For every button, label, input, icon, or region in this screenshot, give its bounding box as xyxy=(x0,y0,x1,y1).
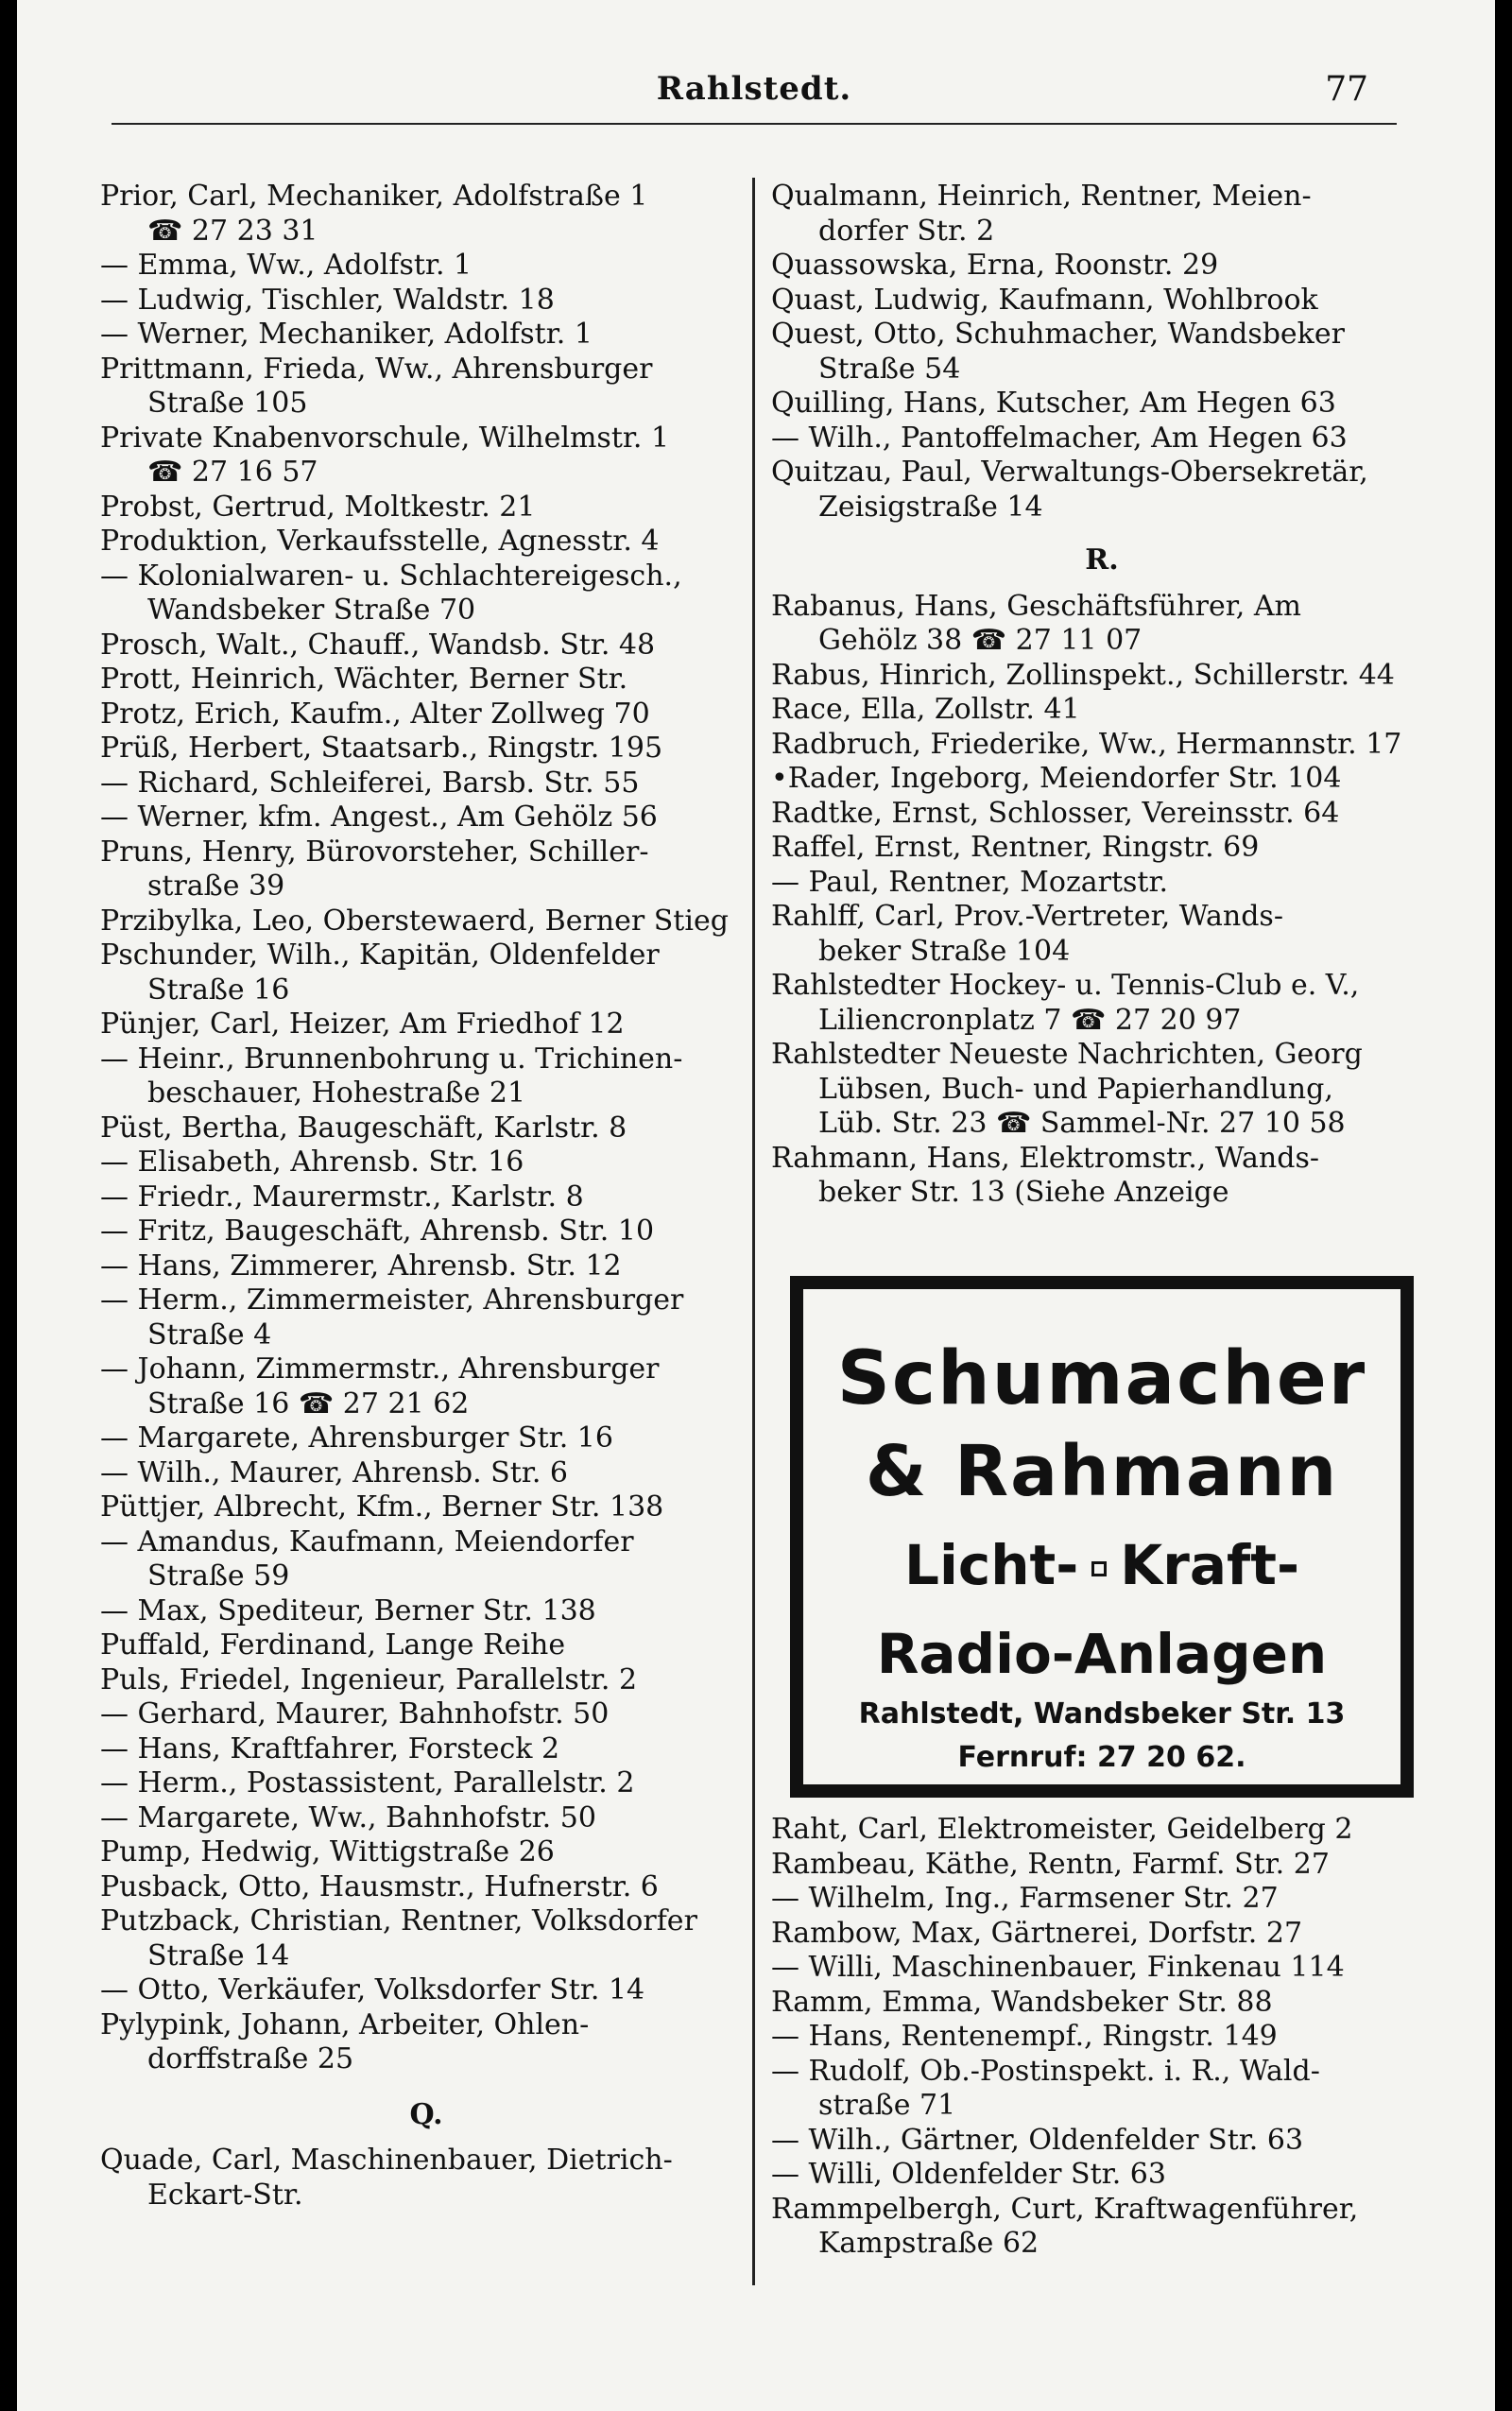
separator-square-icon xyxy=(1091,1561,1107,1576)
entry-line: — Willi, Oldenfelder Str. 63 xyxy=(771,2158,1166,2191)
entry-line: — Emma, Ww., Adolfstr. 1 xyxy=(100,249,472,282)
entry-continuation: ☎ 27 16 57 xyxy=(147,456,318,489)
entry-line: Prior, Carl, Mechaniker, Adolfstraße 1 xyxy=(100,180,648,213)
directory-entry xyxy=(100,801,752,835)
entry-line: — Paul, Rentner, Mozartstr. xyxy=(771,865,1169,899)
entry-line: — Wilhelm, Ing., Farmsener Str. 27 xyxy=(771,1882,1279,1915)
directory-entry xyxy=(771,728,1433,763)
right-lower-column xyxy=(771,1813,1433,2262)
page-title: Rahlstedt. xyxy=(656,70,852,108)
directory-entry xyxy=(100,318,752,353)
directory-entry xyxy=(771,797,1433,832)
entry-line: Produktion, Verkaufsstelle, Agnesstr. 4 xyxy=(100,525,660,558)
entry-line: Probst, Gertrud, Moltkestr. 21 xyxy=(100,490,536,524)
directory-entry xyxy=(100,1835,752,1870)
entry-continuation: Straße 54 xyxy=(818,352,961,386)
entry-continuation: Kampstraße 62 xyxy=(818,2227,1040,2260)
directory-entry xyxy=(100,1697,752,1732)
entry-line: — Max, Spediteur, Berner Str. 138 xyxy=(100,1593,596,1627)
directory-entry xyxy=(771,1986,1433,2021)
entry-line: Rabanus, Hans, Geschäftsführer, Am xyxy=(771,589,1301,623)
entry-line: Race, Ella, Zollstr. 41 xyxy=(771,693,1080,726)
entry-line: — Rudolf, Ob.-Postinspekt. i. R., Wald- xyxy=(771,2054,1320,2088)
entry-line: Quitzau, Paul, Verwaltungs-Obersekretär, xyxy=(771,456,1368,489)
directory-entry xyxy=(100,1007,752,1042)
directory-entry xyxy=(100,491,752,525)
directory-entry xyxy=(100,1456,752,1491)
entry-continuation: Gehölz 38 ☎ 27 11 07 xyxy=(818,624,1143,657)
directory-entry xyxy=(771,422,1433,456)
directory-entry xyxy=(100,249,752,284)
ad-company-line2: & Rahmann xyxy=(865,1431,1339,1512)
directory-entry xyxy=(100,835,752,904)
entry-line: — Heinr., Brunnenbohrung u. Trichinen- xyxy=(100,1042,683,1076)
entry-line: Püst, Bertha, Baugeschäft, Karlstr. 8 xyxy=(100,1111,627,1145)
right-lower-entries xyxy=(771,1813,1433,2262)
entry-continuation: Straße 105 xyxy=(147,387,308,420)
directory-entry xyxy=(100,1111,752,1146)
entry-continuation: beker Str. 13 (Siehe Anzeige xyxy=(818,1176,1229,1209)
entry-line: Prittmann, Frieda, Ww., Ahrensburger xyxy=(100,352,653,386)
directory-entry xyxy=(771,180,1433,249)
entry-line: — Hans, Zimmerer, Ahrensb. Str. 12 xyxy=(100,1249,622,1283)
entry-continuation: beker Straße 104 xyxy=(818,934,1071,968)
directory-entry xyxy=(771,1142,1433,1211)
entry-continuation: Straße 4 xyxy=(147,1317,272,1352)
directory-entry xyxy=(100,1145,752,1180)
directory-entry xyxy=(771,969,1433,1038)
directory-entry xyxy=(771,284,1433,319)
directory-entry xyxy=(100,1732,752,1767)
entry-line: Putzback, Christian, Rentner, Volksdorfer xyxy=(100,1904,697,1937)
entry-line: — Hans, Rentenempf., Ringstr. 149 xyxy=(771,2020,1278,2053)
entry-line: — Gerhard, Maurer, Bahnhofstr. 50 xyxy=(100,1697,610,1731)
entry-line: Ramm, Emma, Wandsbeker Str. 88 xyxy=(771,1985,1273,2019)
entry-line: Rambow, Max, Gärtnerei, Dorfstr. 27 xyxy=(771,1916,1303,1950)
entry-line: Pschunder, Wilh., Kapitän, Oldenfelder xyxy=(100,939,660,972)
directory-entry xyxy=(100,1180,752,1215)
entry-line: Prosch, Walt., Chauff., Wandsb. Str. 48 xyxy=(100,628,656,662)
directory-entry xyxy=(100,2144,752,2213)
column-divider xyxy=(752,178,755,2285)
directory-entry xyxy=(100,766,752,801)
entry-line: Raffel, Ernst, Rentner, Ringstr. 69 xyxy=(771,831,1260,864)
entry-continuation: Liliencronplatz 7 ☎ 27 20 97 xyxy=(818,1003,1242,1037)
directory-entry xyxy=(771,1848,1433,1883)
entry-line: Quast, Ludwig, Kaufmann, Wohlbrook xyxy=(771,283,1318,317)
directory-entry xyxy=(100,2008,752,2077)
ad-service-light: Licht- xyxy=(903,1533,1079,1597)
left-q-entries xyxy=(100,2144,752,2213)
section-heading-r: R. xyxy=(1085,543,1119,577)
page-number: 77 xyxy=(1325,70,1368,109)
entry-line: — Richard, Schleiferei, Barsb. Str. 55 xyxy=(100,766,640,800)
entry-line: Pünjer, Carl, Heizer, Am Friedhof 12 xyxy=(100,1007,625,1041)
section-heading-q: Q. xyxy=(409,2097,443,2131)
entry-continuation: Lübsen, Buch- und Papierhandlung, xyxy=(818,1072,1333,1106)
entry-continuation: Straße 59 xyxy=(147,1559,290,1593)
entry-line: Qualmann, Heinrich, Rentner, Meien- xyxy=(771,180,1312,213)
entry-line: •Rader, Ingeborg, Meiendorfer Str. 104 xyxy=(771,762,1342,795)
entry-line: Raht, Carl, Elektromeister, Geidelberg 2 xyxy=(771,1813,1353,1846)
directory-entry xyxy=(771,1917,1433,1952)
entry-line: Pylypink, Johann, Arbeiter, Ohlen- xyxy=(100,2007,590,2041)
directory-entry xyxy=(100,1352,752,1421)
directory-entry xyxy=(771,762,1433,797)
ad-company-line1: Schumacher xyxy=(836,1336,1367,1421)
entry-line: — Werner, Mechaniker, Adolfstr. 1 xyxy=(100,318,593,351)
directory-entry xyxy=(100,732,752,766)
entry-line: Prüß, Herbert, Staatsarb., Ringstr. 195 xyxy=(100,732,663,765)
entry-line: — Willi, Maschinenbauer, Finkenau 114 xyxy=(771,1951,1345,1984)
directory-entry xyxy=(771,866,1433,901)
directory-entry xyxy=(100,560,752,629)
entry-line: — Fritz, Baugeschäft, Ahrensb. Str. 10 xyxy=(100,1214,655,1248)
entry-continuation: Straße 16 xyxy=(147,973,290,1007)
directory-entry xyxy=(100,1870,752,1905)
entry-line: Rambeau, Käthe, Rentn, Farmf. Str. 27 xyxy=(771,1847,1330,1881)
entry-continuation: dorfer Str. 2 xyxy=(818,214,995,248)
directory-entry xyxy=(100,1283,752,1352)
directory-entry xyxy=(100,1766,752,1801)
directory-entry xyxy=(771,2020,1433,2055)
entry-line: Rabus, Hinrich, Zollinspekt., Schillerstr. 44 xyxy=(771,658,1395,692)
entry-line: Rammpelbergh, Curt, Kraftwagenführer, xyxy=(771,2192,1359,2226)
entry-line: Pruns, Henry, Bürovorsteher, Schiller- xyxy=(100,835,649,869)
directory-entry xyxy=(100,1973,752,2008)
entry-line: Quade, Carl, Maschinenbauer, Dietrich- xyxy=(100,2144,673,2177)
entry-line: — Elisabeth, Ahrensb. Str. 16 xyxy=(100,1145,524,1179)
directory-entry xyxy=(100,1249,752,1284)
entry-continuation: ☎ 27 23 31 xyxy=(147,214,318,248)
entry-continuation: Straße 14 xyxy=(147,1938,290,1972)
entry-line: Rahlff, Carl, Prov.-Vertreter, Wands- xyxy=(771,900,1283,933)
page-header xyxy=(112,62,1397,125)
entry-continuation: Eckart-Str. xyxy=(147,2178,303,2212)
entry-line: Quilling, Hans, Kutscher, Am Hegen 63 xyxy=(771,387,1336,420)
entry-line: Private Knabenvorschule, Wilhelmstr. 1 xyxy=(100,421,670,455)
directory-entry xyxy=(771,387,1433,422)
entry-continuation: straße 71 xyxy=(818,2089,956,2122)
entry-line: — Friedr., Maurermstr., Karlstr. 8 xyxy=(100,1180,584,1214)
directory-entry xyxy=(100,353,752,422)
directory-entry xyxy=(771,2055,1433,2124)
directory-entry xyxy=(100,284,752,319)
entry-line: Prott, Heinrich, Wächter, Berner Str. xyxy=(100,663,628,696)
entry-line: Rahmann, Hans, Elektromstr., Wands- xyxy=(771,1141,1319,1175)
directory-entry xyxy=(771,318,1433,387)
entry-line: Radbruch, Friederike, Ww., Hermannstr. 17 xyxy=(771,727,1402,761)
entry-line: — Hans, Kraftfahrer, Forsteck 2 xyxy=(100,1731,560,1765)
directory-entry xyxy=(100,422,752,491)
right-entries xyxy=(771,180,1433,525)
entry-line: — Wilh., Pantoffelmacher, Am Hegen 63 xyxy=(771,421,1348,455)
directory-entry xyxy=(100,1628,752,1663)
entry-line: — Herm., Postassistent, Parallelstr. 2 xyxy=(100,1766,635,1800)
directory-entry xyxy=(100,1421,752,1456)
directory-entry xyxy=(771,1813,1433,1848)
entry-line: Quest, Otto, Schuhmacher, Wandsbeker xyxy=(771,318,1345,351)
directory-entry xyxy=(771,2124,1433,2159)
entry-line: — Werner, kfm. Angest., Am Gehölz 56 xyxy=(100,801,658,834)
ad-service-power: Kraft- xyxy=(1120,1533,1300,1597)
entry-line: — Herm., Zimmermeister, Ahrensburger xyxy=(100,1283,684,1317)
entry-line: — Margarete, Ww., Bahnhofstr. 50 xyxy=(100,1800,596,1834)
entry-continuation: Zeisigstraße 14 xyxy=(818,490,1043,524)
directory-entry xyxy=(100,1214,752,1249)
entry-line: — Wilh., Maurer, Ahrensb. Str. 6 xyxy=(100,1455,568,1490)
entry-line: — Amandus, Kaufmann, Meiendorfer xyxy=(100,1524,634,1559)
directory-entry xyxy=(771,659,1433,694)
directory-entry xyxy=(771,2158,1433,2193)
entry-line: Przibylka, Leo, Oberstewaerd, Berner Stieg xyxy=(100,904,729,938)
directory-entry xyxy=(100,180,752,249)
directory-entry xyxy=(771,1882,1433,1917)
directory-entry xyxy=(771,2193,1433,2262)
entry-line: — Margarete, Ahrensburger Str. 16 xyxy=(100,1421,613,1455)
entry-line: — Kolonialwaren- u. Schlachtereigesch., xyxy=(100,559,682,593)
entry-line: Pump, Hedwig, Wittigstraße 26 xyxy=(100,1835,555,1869)
entry-line: Rahlstedter Neueste Nachrichten, Georg xyxy=(771,1038,1363,1071)
entry-line: Rahlstedter Hockey- u. Tennis-Club e. V., xyxy=(771,969,1360,1002)
entry-line: — Otto, Verkäufer, Volksdorfer Str. 14 xyxy=(100,1973,645,2006)
directory-entry xyxy=(771,456,1433,525)
right-r-entries xyxy=(771,590,1433,1211)
directory-entry xyxy=(100,525,752,560)
directory-entry xyxy=(771,831,1433,866)
left-entries xyxy=(100,180,752,2077)
directory-entry xyxy=(100,1904,752,1973)
entry-continuation: Straße 16 ☎ 27 21 62 xyxy=(147,1386,470,1421)
directory-entry xyxy=(771,1038,1433,1142)
left-column xyxy=(100,180,752,2213)
entry-continuation: beschauer, Hohestraße 21 xyxy=(147,1076,526,1110)
directory-entry xyxy=(771,900,1433,969)
ad-services-line xyxy=(803,1533,1400,1597)
directory-entry xyxy=(100,1490,752,1525)
directory-entry xyxy=(771,693,1433,728)
directory-entry xyxy=(100,1525,752,1594)
entry-line: Protz, Erich, Kaufm., Alter Zollweg 70 xyxy=(100,697,650,731)
ad-address: Rahlstedt, Wandsbeker Str. 13 xyxy=(858,1697,1346,1731)
entry-continuation: Wandsbeker Straße 70 xyxy=(147,594,476,627)
entry-continuation: dorffstraße 25 xyxy=(147,2042,354,2075)
directory-entry xyxy=(100,904,752,939)
directory-entry xyxy=(100,1594,752,1629)
entry-line: Quassowska, Erna, Roonstr. 29 xyxy=(771,249,1219,282)
entry-line: Radtke, Ernst, Schlosser, Vereinsstr. 64 xyxy=(771,796,1340,830)
directory-entry xyxy=(100,939,752,1007)
ad-phone: Fernruf: 27 20 62. xyxy=(957,1741,1246,1774)
directory-page xyxy=(17,0,1495,2411)
entry-line: Puls, Friedel, Ingenieur, Parallelstr. 2 xyxy=(100,1662,638,1696)
entry-line: — Johann, Zimmermstr., Ahrensburger xyxy=(100,1352,660,1386)
entry-line: — Wilh., Gärtner, Oldenfelder Str. 63 xyxy=(771,2123,1304,2157)
directory-entry xyxy=(771,590,1433,659)
entry-continuation: Lüb. Str. 23 ☎ Sammel-Nr. 27 10 58 xyxy=(818,1107,1346,1140)
directory-entry xyxy=(100,1663,752,1698)
directory-entry xyxy=(100,1801,752,1836)
directory-entry xyxy=(100,663,752,697)
directory-entry xyxy=(100,697,752,732)
entry-line: — Ludwig, Tischler, Waldstr. 18 xyxy=(100,283,555,317)
directory-entry xyxy=(100,629,752,663)
entry-line: Puffald, Ferdinand, Lange Reihe xyxy=(100,1628,566,1662)
entry-line: Püttjer, Albrecht, Kfm., Berner Str. 138 xyxy=(100,1490,664,1524)
advertisement-box xyxy=(790,1276,1414,1798)
directory-entry xyxy=(100,1042,752,1111)
right-column xyxy=(771,180,1433,1211)
directory-entry xyxy=(771,249,1433,284)
entry-line: Pusback, Otto, Hausmstr., Hufnerstr. 6 xyxy=(100,1869,659,1903)
entry-continuation: straße 39 xyxy=(147,870,285,903)
directory-entry xyxy=(771,1951,1433,1986)
ad-radio-line: Radio-Anlagen xyxy=(876,1622,1328,1686)
